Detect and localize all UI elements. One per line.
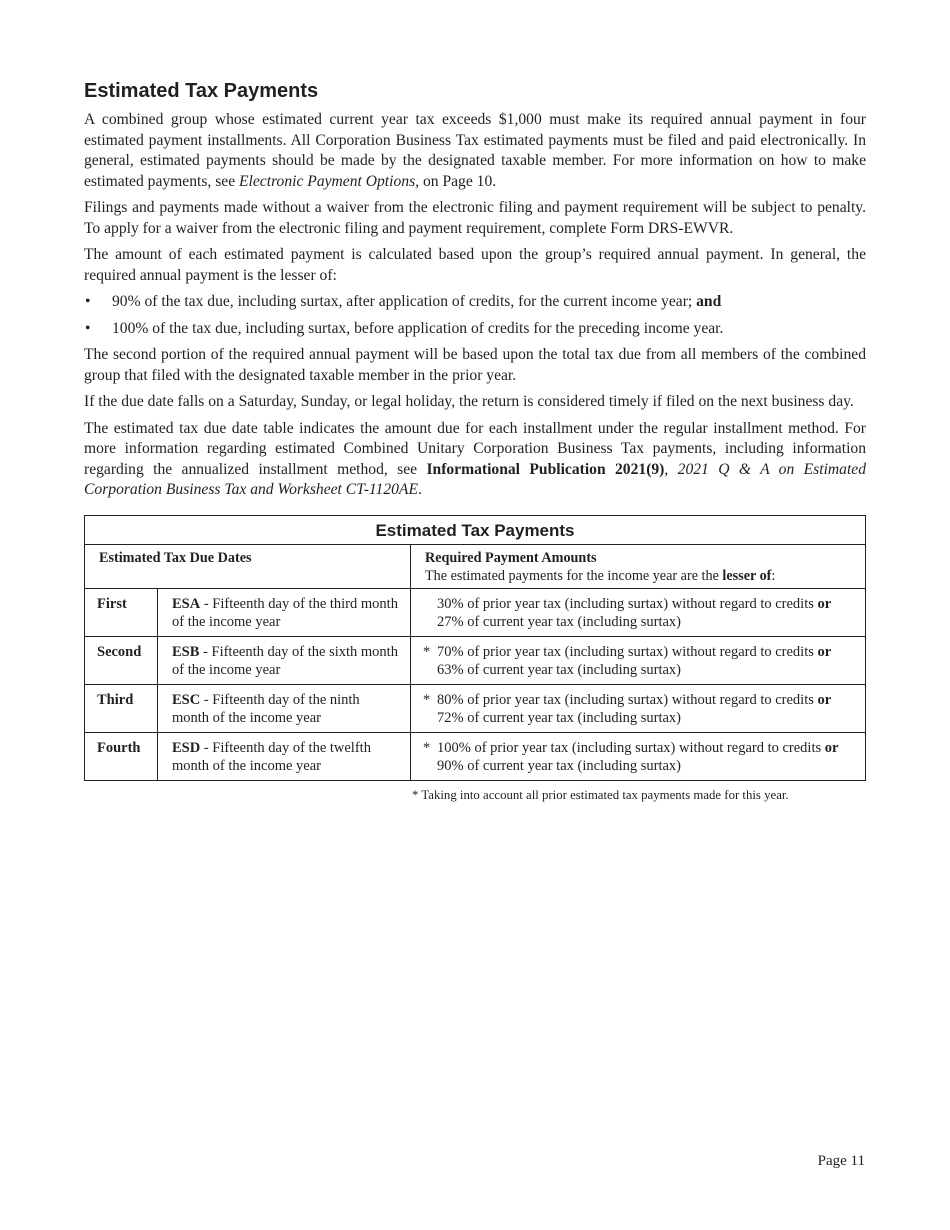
due-date-cell bbox=[158, 732, 411, 780]
payment-amount-cell bbox=[411, 684, 866, 732]
payment-amount-cell bbox=[411, 732, 866, 780]
current-year-text: 90% of current year tax (including surtax) bbox=[437, 758, 681, 774]
installment-code: ESC bbox=[172, 691, 201, 708]
payment-amounts-header bbox=[411, 544, 866, 588]
footnote-star: * bbox=[423, 739, 431, 756]
table-row bbox=[85, 636, 866, 684]
or-connector: or bbox=[817, 691, 832, 708]
installment-code: ESD bbox=[172, 739, 201, 756]
list-item bbox=[84, 292, 866, 313]
payment-amount-cell bbox=[411, 636, 866, 684]
due-date-cell bbox=[158, 588, 411, 636]
due-date-text: - Fifteenth day of the sixth month of the income year bbox=[172, 643, 398, 678]
installment-code: ESA bbox=[172, 595, 201, 612]
paragraph-waiver: Filings and payments made without a waiver from the electronic filing and payment requirement will be subject to penalty. To apply for a waiver from the electronic filing and payment requirement, complete Form DRS-EWVR. bbox=[84, 199, 866, 237]
paragraph-table-intro-text: The estimated tax due date table indicates the amount due for each installment under the regular installment method. For more information regarding estimated Combined Unitary Corporation Business Tax payments, including information regarding the annualized installment method, see bbox=[84, 419, 866, 478]
installment-label: First bbox=[85, 588, 158, 636]
payment-amounts-subheader-text: The estimated payments for the income year are the bbox=[425, 567, 723, 584]
list-item-text: 100% of the tax due, including surtax, before application of credits for the preceding income year. bbox=[112, 319, 724, 337]
or-connector: or bbox=[817, 643, 832, 660]
bullet-marker: • bbox=[85, 293, 91, 310]
installment-label: Third bbox=[85, 684, 158, 732]
section-heading: Estimated Tax Payments bbox=[84, 80, 319, 102]
paragraph-intro-end: on Page 10. bbox=[419, 172, 497, 190]
table-footnote: * Taking into account all prior estimated tax payments made for this year. bbox=[412, 787, 789, 802]
paragraph-calculation: The amount of each estimated payment is calculated based upon the group’s required annual payment. In general, the required annual payment is the lesser of: bbox=[84, 246, 866, 284]
installment-label: Fourth bbox=[85, 732, 158, 780]
due-date-text: - Fifteenth day of the ninth month of the income year bbox=[172, 691, 360, 726]
prior-year-text: 80% of prior year tax (including surtax) without regard to credits bbox=[437, 691, 818, 708]
table-caption: Estimated Tax Payments bbox=[85, 515, 866, 544]
payment-amount-cell bbox=[411, 588, 866, 636]
installment-code: ESB bbox=[172, 643, 200, 660]
payment-amounts-subheader bbox=[425, 568, 775, 584]
due-date-cell bbox=[158, 684, 411, 732]
or-connector: or bbox=[817, 595, 832, 612]
paragraph-intro-text: A combined group whose estimated current year tax exceeds $1,000 must make its required annual payment in four estimated payment installments. All Corporation Business Tax estimated payments must be filed and paid electronically. In general, estimated payments should be made by the designated taxable member. For more information on how to make estimated payments, see bbox=[84, 111, 866, 190]
list-item-text: 90% of the tax due, including surtax, after application of credits, for the current income year; bbox=[112, 293, 697, 310]
due-dates-header-label: Estimated Tax Due Dates bbox=[99, 549, 252, 566]
table-row bbox=[85, 732, 866, 780]
payment-amounts-subheader-end: : bbox=[771, 567, 776, 584]
estimated-tax-table bbox=[84, 515, 866, 781]
lesser-of-list bbox=[84, 292, 866, 339]
payment-amounts-header-label: Required Payment Amounts bbox=[425, 549, 597, 566]
list-item-bold: and bbox=[696, 293, 722, 310]
bullet-marker: • bbox=[85, 319, 91, 337]
publication-reference: Informational Publication 2021(9) bbox=[426, 460, 665, 478]
due-date-text: - Fifteenth day of the twelfth month of the income year bbox=[172, 739, 371, 774]
paragraph-table-intro-end: . bbox=[417, 481, 422, 498]
lesser-of-bold: lesser of bbox=[722, 567, 772, 584]
paragraph-due-date: If the due date falls on a Saturday, Sunday, or legal holiday, the return is considered timely if filed on the next business day. bbox=[84, 393, 854, 410]
due-date-cell bbox=[158, 636, 411, 684]
paragraph-intro bbox=[84, 110, 866, 192]
page-number: Page 11 bbox=[817, 1153, 865, 1169]
prior-year-text: 30% of prior year tax (including surtax) without regard to credits bbox=[437, 595, 818, 612]
table-row bbox=[85, 684, 866, 732]
footnote-star: * bbox=[423, 643, 431, 660]
installment-label: Second bbox=[85, 636, 158, 684]
publication-title: 2021 Q & A on Estimated Corporation Business Tax and Worksheet CT-1120AE bbox=[84, 460, 867, 498]
prior-year-text: 70% of prior year tax (including surtax) without regard to credits bbox=[437, 643, 818, 660]
prior-year-text: 100% of prior year tax (including surtax) without regard to credits bbox=[437, 739, 825, 756]
electronic-payment-options-ref: Electronic Payment Options, bbox=[239, 172, 420, 190]
paragraph-second-portion: The second portion of the required annual payment will be based upon the total tax due from all members of the combined group that filed with the designated taxable member in the prior year. bbox=[84, 346, 866, 384]
publication-separator: , bbox=[664, 460, 678, 478]
due-date-text: - Fifteenth day of the third month of the income year bbox=[172, 595, 398, 630]
list-item bbox=[84, 319, 866, 340]
current-year-text: 27% of current year tax (including surtax) bbox=[437, 614, 681, 630]
paragraph-table-intro bbox=[84, 419, 866, 501]
due-dates-header bbox=[85, 544, 411, 588]
current-year-text: 63% of current year tax (including surtax) bbox=[437, 662, 681, 678]
footnote-star: * bbox=[423, 691, 431, 708]
document-page bbox=[84, 78, 866, 803]
table-row bbox=[85, 588, 866, 636]
or-connector: or bbox=[824, 739, 839, 756]
current-year-text: 72% of current year tax (including surtax) bbox=[437, 710, 681, 726]
